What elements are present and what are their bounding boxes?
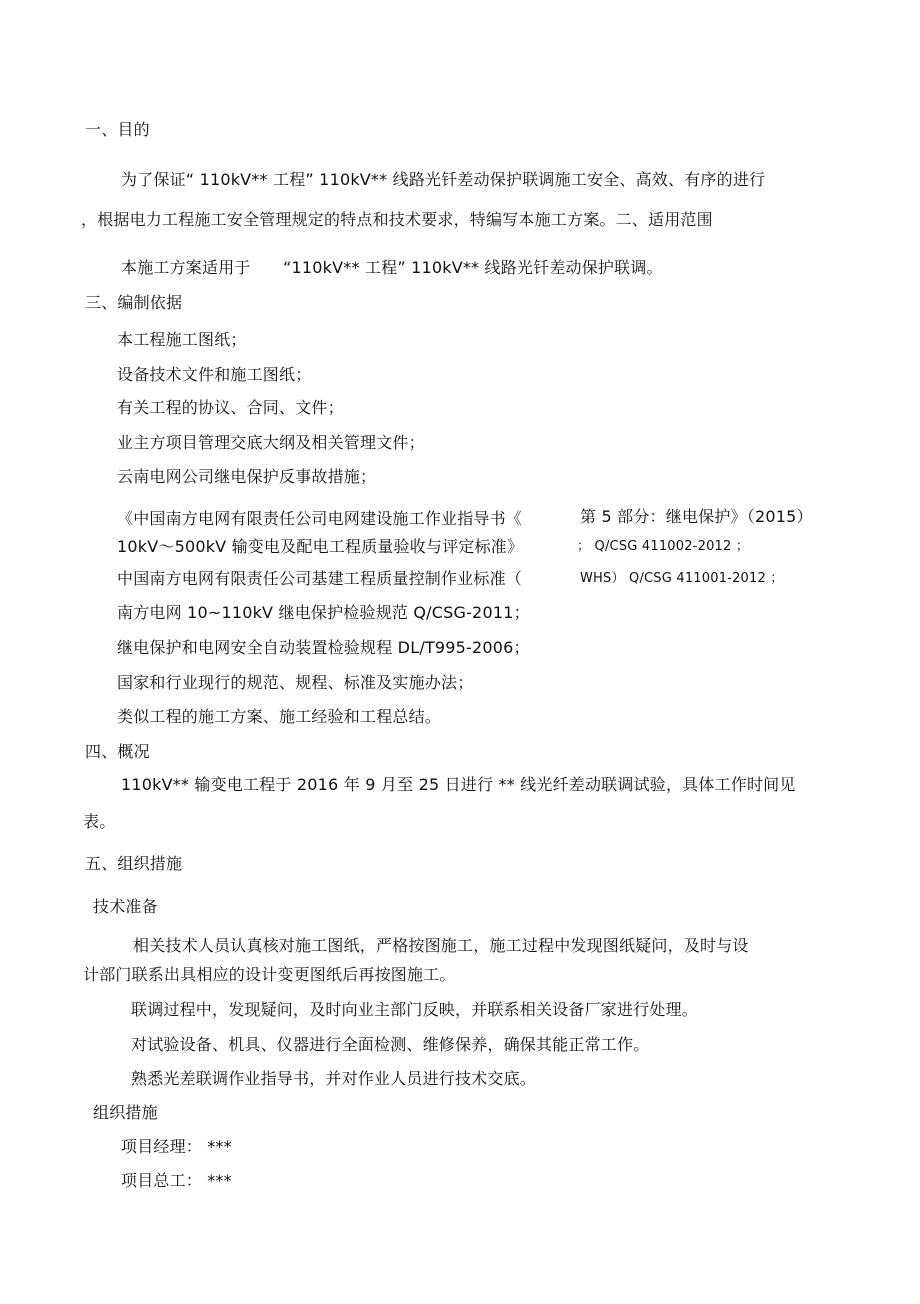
standard-3-right: WHS） Q/CSG 411001-2012 ；: [580, 571, 784, 586]
overview-paragraph-line-1: 110kV** 输变电工程于 2016 年 9 月至 25 日进行 ** 线光纤差动联调试验，具体工作时间见: [121, 775, 796, 794]
standard-3-left: 中国南方电网有限责任公司基建工程质量控制作业标准（: [117, 569, 523, 588]
basis-item: 设备技术文件和施工图纸；: [117, 365, 312, 384]
standard-1-right: 第 5 部分：继电保护》（2015）: [580, 507, 813, 526]
standard-4: 南方电网 10~110kV 继电保护检验规范 Q/CSG-2011；: [117, 603, 530, 622]
project-manager-line: 项目经理： ***: [121, 1137, 232, 1156]
standard-5: 继电保护和电网安全自动装置检验规程 DL/T995-2006；: [117, 638, 530, 657]
purpose-paragraph-line-1: 为了保证“ 110kV** 工程” 110kV** 线路光钎差动保护联调施工安全、高效、有序的进行: [121, 170, 766, 189]
scope-text-b: “110kV** 工程” 110kV** 线路光钎差动保护联调。: [283, 258, 663, 277]
tech-paragraph-2: 联调过程中，发现疑问，及时向业主部门反映，并联系相关设备厂家进行处理。: [131, 1000, 699, 1019]
tech-paragraph-4: 熟悉光差联调作业指导书，并对作业人员进行技术交底。: [131, 1069, 537, 1088]
scope-text-a: 本施工方案适用于: [121, 258, 251, 277]
basis-item: 本工程施工图纸；: [117, 330, 247, 349]
section-heading-basis: 三、编制依据: [85, 293, 183, 312]
tech-paragraph-line-1: 相关技术人员认真核对施工图纸，严格按图施工，施工过程中发现图纸疑问，及时与设: [133, 936, 749, 955]
overview-paragraph-line-2: 表。: [83, 812, 116, 831]
basis-item: 业主方项目管理交底大纲及相关管理文件；: [117, 433, 425, 452]
tech-paragraph-line-2: 计部门联系出具相应的设计变更图纸后再按图施工。: [83, 965, 456, 984]
tech-paragraph-3: 对试验设备、机具、仪器进行全面检测、维修保养，确保其能正常工作。: [131, 1035, 650, 1054]
basis-item: 有关工程的协议、合同、文件；: [117, 398, 344, 417]
standard-2-left: 10kV～500kV 输变电及配电工程质量验收与评定标准》: [117, 537, 524, 556]
section-heading-organization: 五、组织措施: [85, 854, 183, 873]
chief-engineer-line: 项目总工： ***: [121, 1171, 232, 1190]
subheading-technical-preparation: 技术准备: [93, 897, 158, 916]
standard-7: 类似工程的施工方案、施工经验和工程总结。: [117, 707, 442, 726]
subheading-organization-measures: 组织措施: [93, 1103, 158, 1122]
standard-1-left: 《中国南方电网有限责任公司电网建设施工作业指导书《: [117, 509, 523, 528]
basis-item: 云南电网公司继电保护反事故措施；: [117, 467, 377, 486]
standard-6: 国家和行业现行的规范、规程、标准及实施办法；: [117, 673, 474, 692]
purpose-paragraph-line-2: ，根据电力工程施工安全管理规定的特点和技术要求，特编写本施工方案。二、适用范围: [81, 210, 713, 229]
standard-2-right: ； Q/CSG 411002-2012 ；: [577, 539, 750, 554]
section-heading-purpose: 一、目的: [85, 120, 150, 139]
section-heading-overview: 四、概况: [85, 742, 150, 761]
